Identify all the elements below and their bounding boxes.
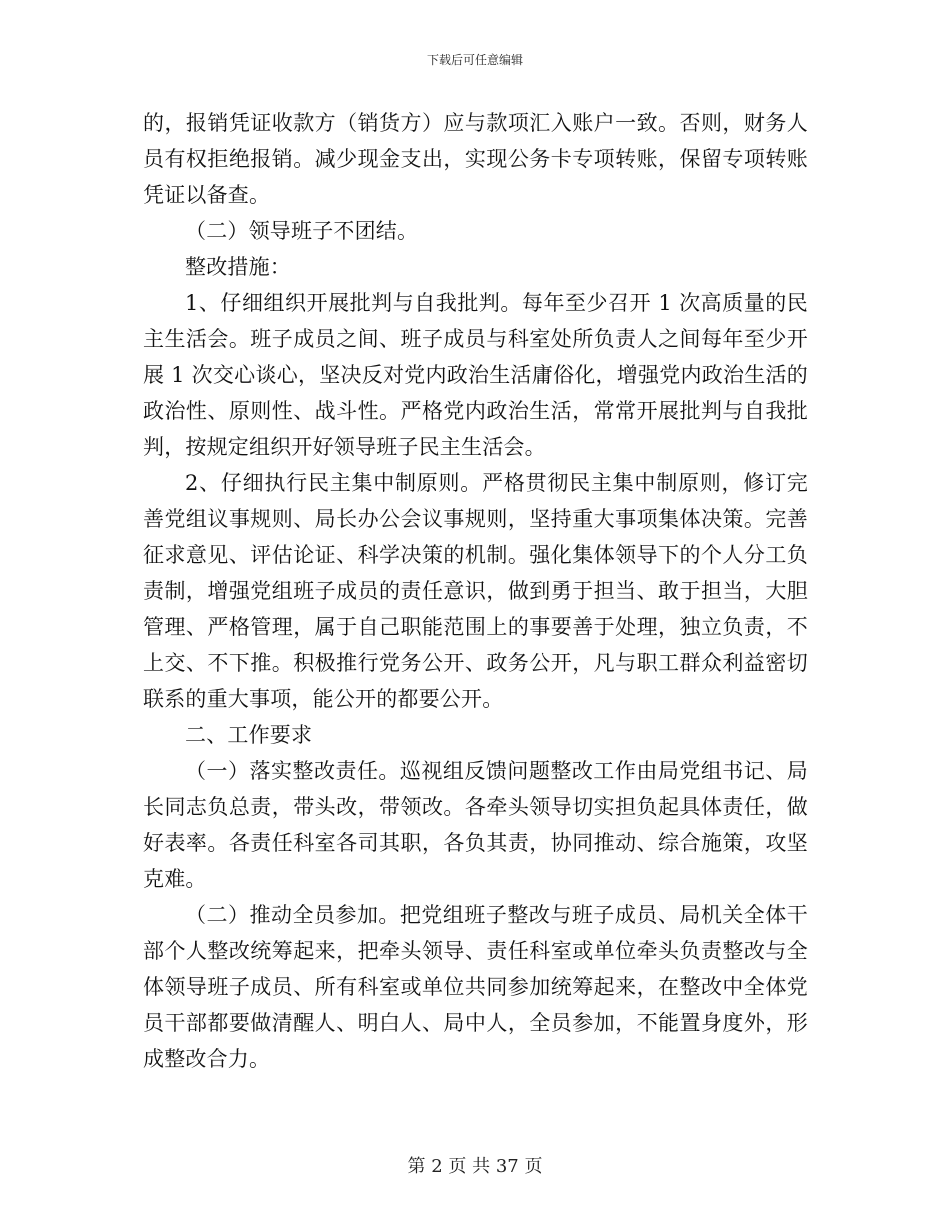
paragraph-full-participation: （二）推动全员参加。把党组班子整改与班子成员、局机关全体干部个人整改统筹起来，把牵头领导、责任科室或单位牵头负责整改与全体领导班子成员、所有科室或单位共同参加统筹起来，在整改中全体党员干部都要做清醒人、明白人、局中人，全员参加，不能置身度外，形成整改合力。: [143, 903, 808, 1071]
page-header: 下载后可任意编辑: [426, 53, 523, 67]
paragraph-democratic-centralism: 2、仔细执行民主集中制原则。严格贯彻民主集中制原则，修订完善党组议事规则、局长办公会议事规则，坚持重大事项集体决策。完善征求意见、评估论证、科学决策的机制。强化集体领导下的个人分工负责制，增强党组班子成员的责任意识，做到勇于担当、敢于担当，大胆管理、严格管理，属于自己职能范围上的事要善于处理，独立负责，不上交、不下推。积极推行党务公开、政务公开，凡与职工群众利益密切联系的重大事项，能公开的都要公开。: [143, 471, 808, 711]
rectification-measures-label: 整改措施：: [185, 255, 291, 279]
section-heading-work-requirements: 二、工作要求: [185, 723, 313, 747]
page-footer: 第 2 页 共 37 页: [407, 1156, 543, 1177]
paragraph-criticism-self-criticism: 1、仔细组织开展批判与自我批判。每年至少召开 1 次高质量的民主生活会。班子成员之间、班子成员与科室处所负责人之间每年至少开展 1 次交心谈心，坚决反对党内政治生活庸俗化，增强党内政治生活的政治性、原则性、战斗性。严格党内政治生活，常常开展批判与自我批判，按规定组织开好领导班子民主生活会。: [143, 291, 808, 459]
section-heading-leadership-unity: （二）领导班子不团结。: [185, 219, 419, 243]
paragraph-implement-responsibility: （一）落实整改责任。巡视组反馈问题整改工作由局党组书记、局长同志负总责，带头改，带领改。各牵头领导切实担负起具体责任，做好表率。各责任科室各司其职，各负其责，协同推动、综合施策，攻坚克难。: [143, 759, 808, 891]
paragraph-continuation: 的，报销凭证收款方（销货方）应与款项汇入账户一致。否则，财务人员有权拒绝报销。减少现金支出，实现公务卡专项转账，保留专项转账凭证以备查。: [143, 111, 808, 207]
document-body: [143, 105, 808, 1077]
